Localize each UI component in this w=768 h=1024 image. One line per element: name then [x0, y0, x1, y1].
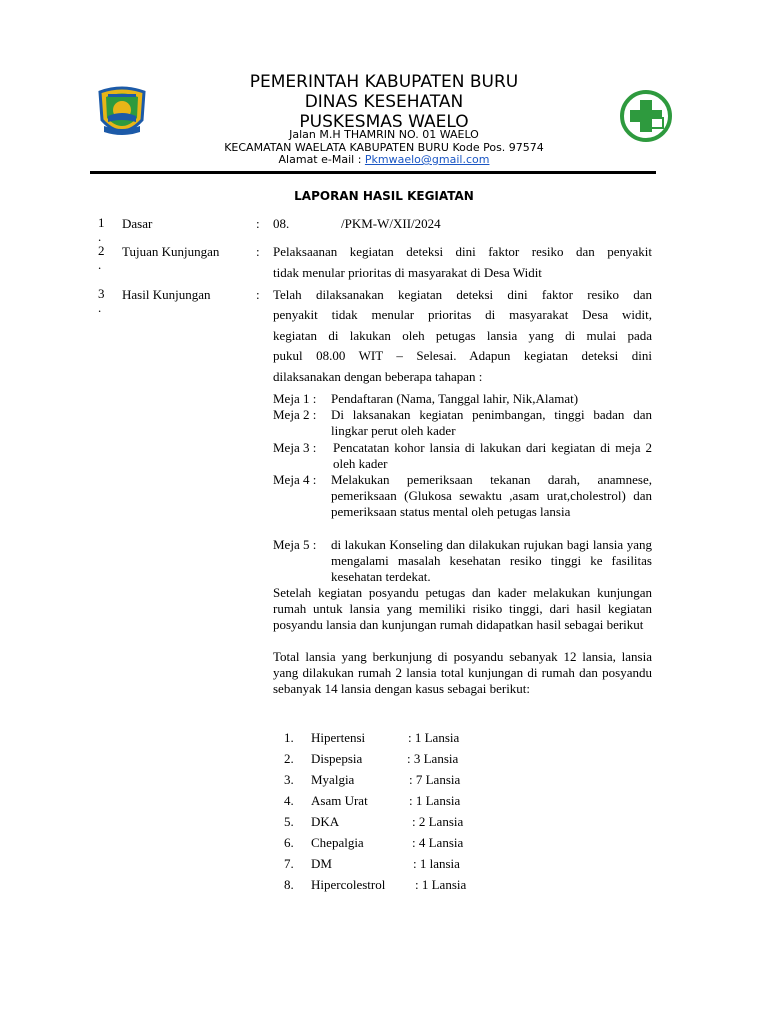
- row-3-dot: .: [98, 300, 102, 315]
- case-count: : 1 Lansia: [409, 793, 461, 808]
- row-3-number: 3: [98, 286, 105, 301]
- header-address-1: Jalan M.H THAMRIN NO. 01 WAELO: [289, 128, 479, 141]
- meja-1-key: Meja 1 :: [273, 391, 317, 406]
- meja-1-text: Pendaftaran (Nama, Tanggal lahir, Nik,Alamat): [331, 391, 579, 406]
- meja-5-text: di lakukan Konseling dan dilakukan rujukan bagi lansia yang mengalami masalah kesehatan resiko tinggi ke fasilitas kesehatan terdekat.: [331, 537, 652, 584]
- header-email-line: [0, 153, 768, 166]
- case-number: 7.: [284, 856, 294, 871]
- case-count: : 2 Lansia: [412, 814, 464, 829]
- row-1-value-b: /PKM-W/XII/2024: [341, 216, 441, 231]
- report-title: LAPORAN HASIL KEGIATAN: [294, 189, 474, 203]
- case-number: 5.: [284, 814, 294, 829]
- case-number: 6.: [284, 835, 294, 850]
- meja-2: [273, 407, 652, 439]
- meja-5-key: Meja 5 :: [273, 537, 317, 552]
- meja-2-key: Meja 2 :: [273, 407, 317, 422]
- meja-3-text: Pencatatan kohor lansia di lakukan dari kegiatan di meja 2 oleh kader: [333, 440, 652, 471]
- case-name: Chepalgia: [311, 835, 364, 850]
- meja-4-text: Melakukan pemeriksaan tekanan darah, anamnese, pemeriksaan (Glukosa sewaktu ,asam urat,cholestrol) dan pemeriksaan status mental oleh petugas lansia: [331, 472, 652, 519]
- case-number: 4.: [284, 793, 294, 808]
- row-3-label: Hasil Kunjungan: [122, 287, 211, 302]
- row-1-value-a: 08.: [273, 216, 290, 231]
- paragraph-2: Total lansia yang berkunjung di posyandu sebanyak 12 lansia, lansia yang dilakukan rumah 2 lansia total kunjungan di rumah dan posyandu sebanyak 14 lansia dengan kasus sebagai berikut:: [273, 649, 652, 696]
- row-1-dot: .: [98, 229, 102, 244]
- case-name: Dispepsia: [311, 751, 363, 766]
- header-address-2: KECAMATAN WAELATA KABUPATEN BURU Kode Pos. 97574: [224, 141, 544, 154]
- meja-3-key: Meja 3 :: [273, 440, 317, 455]
- row-3-colon: :: [256, 287, 260, 302]
- case-number: 3.: [284, 772, 294, 787]
- meja-4: [273, 472, 652, 520]
- meja-2-text: Di laksanakan kegiatan penimbangan, tinggi badan dan lingkar perut oleh kader: [331, 407, 652, 438]
- email-label: Alamat e-Mail :: [278, 153, 365, 166]
- case-name: Hipercolestrol: [311, 877, 386, 892]
- row-2-line-1: Pelaksaanan kegiatan deteksi dini faktor resiko dan penyakit: [273, 244, 652, 259]
- email-link[interactable]: Pkmwaelo@gmail.com: [364, 153, 490, 166]
- row-3-line-2: penyakit tidak menular prioritas di masyarakat Desa widit,: [273, 307, 652, 322]
- row-3-line-5: dilaksanakan dengan beberapa tahapan :: [273, 369, 483, 384]
- header-line-2: DINAS KESEHATAN: [304, 92, 464, 112]
- case-count: : 3 Lansia: [407, 751, 459, 766]
- case-count: : 4 Lansia: [412, 835, 464, 850]
- case-count: : 1 Lansia: [408, 730, 460, 745]
- case-count: : 1 lansia: [413, 856, 460, 871]
- case-number: 2.: [284, 751, 294, 766]
- case-name: DM: [311, 856, 332, 871]
- meja-4-key: Meja 4 :: [273, 472, 317, 487]
- header-divider: [90, 171, 656, 174]
- row-1-colon: :: [256, 216, 260, 231]
- row-1-label: Dasar: [122, 216, 153, 231]
- row-1-number: 1: [98, 215, 105, 230]
- case-number: 1.: [284, 730, 294, 745]
- case-name: Asam Urat: [311, 793, 368, 808]
- case-name: DKA: [311, 814, 340, 829]
- row-3-line-1: Telah dilaksanakan kegiatan deteksi dini faktor resiko dan: [273, 287, 652, 302]
- case-count: : 1 Lansia: [415, 877, 467, 892]
- case-name: Hipertensi: [311, 730, 366, 745]
- row-2-colon: :: [256, 244, 260, 259]
- row-3-line-4: pukul 08.00 WIT – Selesai. Adapun kegiatan deteksi dini: [273, 348, 652, 363]
- row-2-number: 2: [98, 243, 105, 258]
- row-2-line-2: tidak menular prioritas di masyarakat di Desa Widit: [273, 265, 542, 280]
- row-2-label: Tujuan Kunjungan: [122, 244, 220, 259]
- meja-1: [273, 391, 652, 407]
- header-line-3: PUSKESMAS WAELO: [299, 112, 469, 132]
- row-3-line-3: kegiatan di lakukan oleh petugas lansia yang di mulai pada: [273, 328, 652, 343]
- paragraph-1: Setelah kegiatan posyandu petugas dan kader melakukan kunjungan rumah untuk lansia yang memiliki risiko tinggi, dari hasil kegiatan posyandu lansia dan kunjungan rumah didapatkan hasil sebagai berikut: [273, 585, 652, 632]
- case-number: 8.: [284, 877, 294, 892]
- row-2-dot: .: [98, 257, 102, 272]
- meja-5: [273, 537, 652, 585]
- case-name: Myalgia: [311, 772, 355, 787]
- meja-3: [273, 440, 652, 472]
- header-line-1: PEMERINTAH KABUPATEN BURU: [249, 72, 519, 92]
- case-count: : 7 Lansia: [409, 772, 461, 787]
